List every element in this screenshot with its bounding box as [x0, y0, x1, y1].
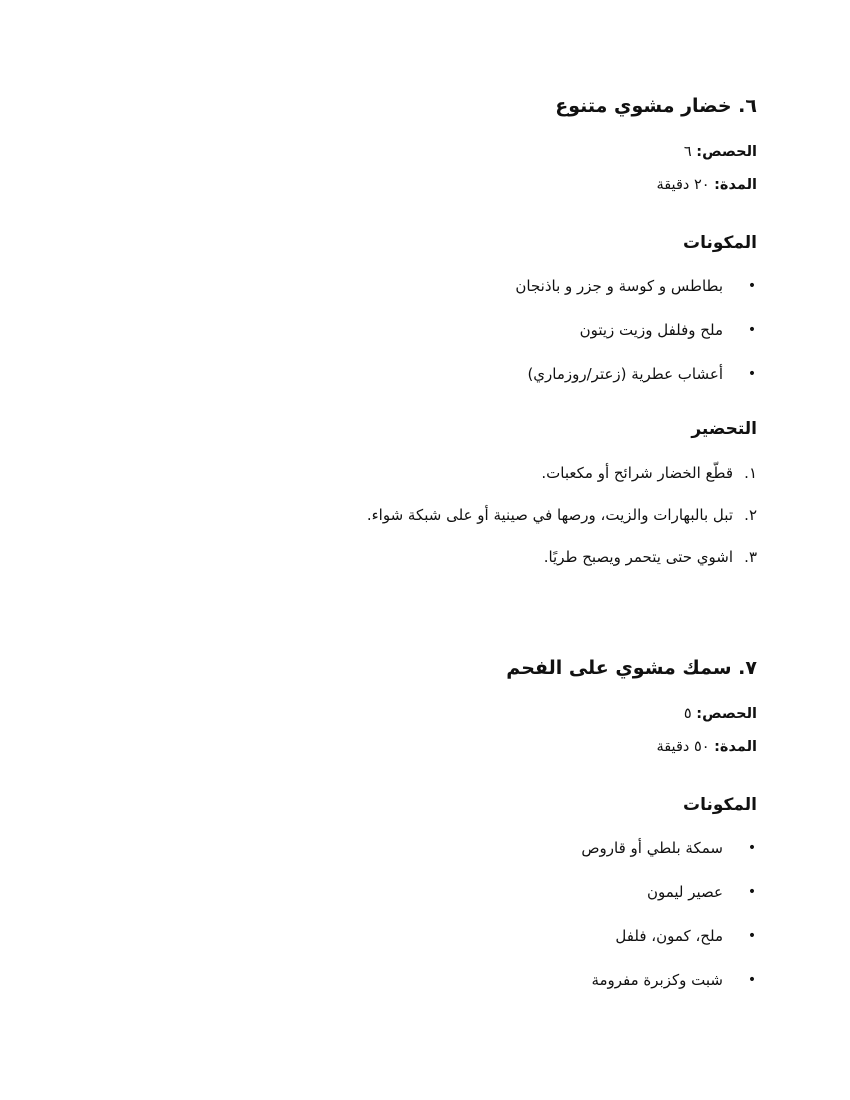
duration-value: ٢٠ دقيقة [656, 177, 710, 193]
ingredient-item [97, 276, 757, 296]
steps-list [97, 463, 757, 567]
ingredient-text: أعشاب عطرية (زعتر/روزماري) [527, 365, 723, 383]
ingredient-text: شبت وكزبرة مفرومة [591, 971, 723, 989]
duration-value: ٥٠ دقيقة [656, 739, 710, 755]
preparation-heading: التحضير [691, 419, 757, 439]
recipe-title: ٧. سمك مشوي على الفحم [506, 657, 757, 679]
step-number: ٢. [744, 506, 757, 524]
step-item [97, 547, 757, 567]
ingredients-heading: المكونات [682, 795, 757, 815]
step-number: ١. [744, 464, 757, 482]
bullet-icon: • [747, 928, 757, 944]
ingredient-item [97, 926, 757, 946]
step-text: تبل بالبهارات والزيت، ورصها في صينية أو على شبكة شواء. [366, 506, 733, 524]
ingredient-text: عصير ليمون [646, 883, 723, 901]
recipe-title: ٦. خضار مشوي متنوع [555, 95, 757, 117]
ingredients-heading: المكونات [682, 233, 757, 253]
servings-line [97, 142, 757, 162]
bullet-icon: • [747, 884, 757, 900]
bullet-icon: • [747, 366, 757, 382]
servings-value: ٦ [683, 144, 692, 160]
ingredient-item [97, 882, 757, 902]
duration-label: المدة: [714, 739, 757, 755]
step-item [97, 463, 757, 483]
servings-label: الحصص: [696, 706, 757, 722]
bullet-icon: • [747, 322, 757, 338]
duration-line [97, 175, 757, 195]
duration-label: المدة: [714, 177, 757, 193]
duration-line [97, 737, 757, 757]
servings-label: الحصص: [696, 144, 757, 160]
servings-line [97, 704, 757, 724]
bullet-icon: • [747, 840, 757, 856]
ingredient-item [97, 320, 757, 340]
bullet-icon: • [747, 972, 757, 988]
step-item [97, 505, 757, 525]
ingredient-item [97, 970, 757, 990]
recipe-grilled-vegetables [97, 92, 757, 567]
servings-value: ٥ [683, 706, 692, 722]
ingredients-list [97, 838, 757, 990]
step-number: ٣. [744, 548, 757, 566]
ingredients-list [97, 276, 757, 384]
step-text: قطّع الخضار شرائح أو مكعبات. [541, 464, 733, 482]
bullet-icon: • [747, 278, 757, 294]
ingredient-text: ملح وفلفل وزيت زيتون [579, 321, 723, 339]
ingredient-item [97, 364, 757, 384]
ingredient-text: بطاطس و كوسة و جزر و باذنجان [515, 277, 723, 295]
ingredient-item [97, 838, 757, 858]
recipe-charcoal-fish [97, 654, 757, 990]
step-text: اشوي حتى يتحمر ويصبح طريًا. [543, 548, 733, 566]
ingredient-text: سمكة بلطي أو قاروص [581, 839, 723, 857]
ingredient-text: ملح، كمون، فلفل [615, 927, 723, 945]
